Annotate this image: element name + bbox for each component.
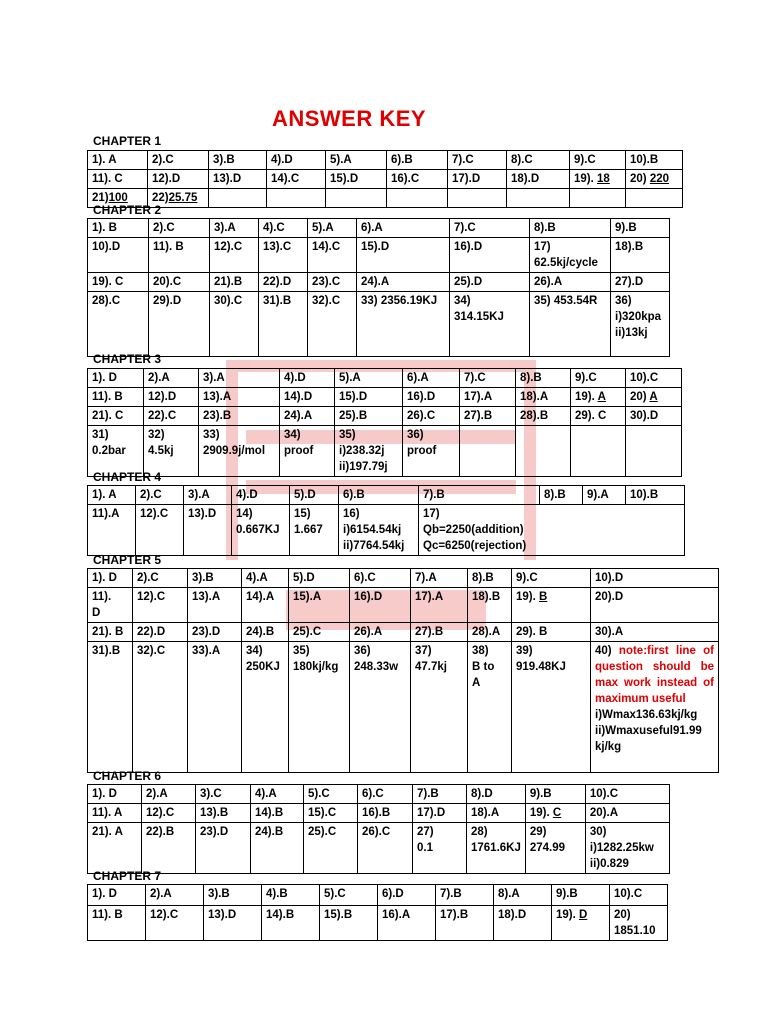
- answer-cell: 36) 248.33w: [350, 642, 411, 773]
- answer-cell: 10).B: [626, 486, 685, 505]
- answer-cell: 10).D: [591, 569, 719, 588]
- answer-cell: 11). A: [88, 804, 142, 823]
- answer-table: [87, 884, 668, 941]
- answer-cell: 24).A: [357, 273, 450, 292]
- answer-table: [87, 150, 683, 208]
- answer-cell: 9).C: [512, 569, 591, 588]
- answer-cell: 7).B: [413, 785, 467, 804]
- answer-cell: 26).C: [358, 823, 413, 874]
- chapter-label: CHAPTER 4: [93, 470, 162, 484]
- answer-cell: 7).C: [450, 219, 530, 238]
- table-row: [88, 273, 670, 292]
- answer-cell: 14).D: [280, 388, 335, 407]
- answer-cell: 13).A: [188, 588, 242, 623]
- answer-table: [87, 368, 682, 477]
- answer-cell: 27).D: [611, 273, 670, 292]
- answer-cell: 13).D: [184, 505, 232, 556]
- answer-cell: 6).A: [403, 369, 460, 388]
- answer-cell: 12).C: [133, 588, 188, 623]
- table-row: [88, 588, 719, 623]
- answer-cell: [626, 426, 682, 477]
- answer-cell: 17) 62.5kj/cycle: [530, 238, 611, 273]
- table-row: [88, 170, 683, 189]
- answer-cell: 29).D: [149, 292, 210, 357]
- answer-cell: 14).A: [242, 588, 289, 623]
- answer-cell: 34) 250KJ: [242, 642, 289, 773]
- answer-cell: 26).A: [530, 273, 611, 292]
- table-row: [88, 388, 682, 407]
- answer-cell: 4).D: [267, 151, 326, 170]
- answer-cell: 4).C: [259, 219, 308, 238]
- answer-cell: 39) 919.48KJ: [512, 642, 591, 773]
- answer-cell: 18).B: [611, 238, 670, 273]
- answer-cell: 4).D: [280, 369, 335, 388]
- answer-cell: 6).C: [358, 785, 413, 804]
- answer-cell: 18).D: [494, 906, 552, 941]
- answer-cell: 1). B: [88, 219, 149, 238]
- answer-cell: 7).C: [448, 151, 507, 170]
- page-title: ANSWER KEY: [271, 106, 427, 131]
- answer-cell: 3).A: [184, 486, 232, 505]
- table-row: [88, 407, 682, 426]
- answer-cell: 6).B: [339, 486, 419, 505]
- answer-cell: 31).B: [88, 642, 133, 773]
- answer-cell: 16).B: [358, 804, 413, 823]
- answer-table: [87, 568, 719, 773]
- answer-cell: 17).D: [448, 170, 507, 189]
- chapter-label: CHAPTER 6: [93, 769, 162, 783]
- answer-cell: 7).A: [411, 569, 468, 588]
- answer-cell: [571, 426, 626, 477]
- answer-cell: 16).D: [403, 388, 460, 407]
- answer-table: [87, 485, 685, 556]
- answer-cell: 10).C: [626, 369, 682, 388]
- table-row: [88, 238, 670, 273]
- answer-cell: 18).D: [507, 170, 570, 189]
- answer-cell: [570, 189, 626, 208]
- answer-cell: 11). B: [88, 906, 146, 941]
- answer-cell: 31) 0.2bar: [88, 426, 144, 477]
- table-row: [88, 219, 670, 238]
- answer-cell: 29). C: [571, 407, 626, 426]
- answer-cell: 18).A: [516, 388, 571, 407]
- answer-cell: 17).B: [436, 906, 494, 941]
- answer-cell: 16) i)6154.54kj ii)7764.54kj: [339, 505, 419, 556]
- q40-note: note:first line of question should be max work instead of maximum useful: [595, 645, 714, 705]
- answer-cell: [448, 189, 507, 208]
- answer-cell: 30).C: [210, 292, 259, 357]
- answer-cell: 38) B to A: [468, 642, 512, 773]
- q40-answer: i)Wmax136.63kj/kg ii)Wmaxuseful91.99 kj/kg: [595, 709, 702, 753]
- answer-cell: 6).A: [357, 219, 450, 238]
- answer-cell: 24).A: [280, 407, 335, 426]
- answer-cell: 26).C: [403, 407, 460, 426]
- answer-cell: 5).D: [289, 569, 350, 588]
- answer-cell: 30).A: [591, 623, 719, 642]
- answer-cell: 12).C: [146, 906, 204, 941]
- table-row: [88, 569, 719, 588]
- answer-cell: 27).B: [460, 407, 516, 426]
- answer-cell: 25).C: [304, 823, 358, 874]
- answer-cell: 17).A: [411, 588, 468, 623]
- answer-cell: 5).A: [326, 151, 387, 170]
- answer-cell: 8).C: [507, 151, 570, 170]
- table-row: [88, 292, 670, 357]
- answer-cell: 2).A: [146, 885, 204, 906]
- answer-cell: 21).B: [210, 273, 259, 292]
- answer-cell: 10).B: [626, 151, 683, 170]
- answer-cell: 8).B: [516, 369, 571, 388]
- chapter-label: CHAPTER 7: [93, 869, 162, 883]
- answer-cell: 11). D: [88, 588, 133, 623]
- answer-cell: 20).C: [149, 273, 210, 292]
- answer-cell: 34) 314.15KJ: [450, 292, 530, 357]
- answer-cell: 17) Qb=2250(addition) Qc=6250(rejection): [419, 505, 685, 556]
- table-row: [88, 486, 685, 505]
- answer-cell: 24).B: [242, 623, 289, 642]
- answer-cell: 3).A: [210, 219, 259, 238]
- answer-cell: 30) i)1282.25kw ii)0.829: [585, 823, 669, 874]
- answer-cell: 12).C: [142, 804, 196, 823]
- answer-cell: 18).A: [467, 804, 526, 823]
- answer-cell: 9).C: [571, 369, 626, 388]
- answer-cell: 35) 180kj/kg: [289, 642, 350, 773]
- answer-cell: 14).C: [267, 170, 326, 189]
- answer-cell: 4).B: [262, 885, 320, 906]
- answer-cell: 21). C: [88, 407, 144, 426]
- answer-cell: 22).D: [133, 623, 188, 642]
- answer-cell: 7).C: [460, 369, 516, 388]
- answer-cell: 4).A: [242, 569, 289, 588]
- chapter-label: CHAPTER 3: [93, 352, 162, 366]
- answer-cell: 5).D: [290, 486, 339, 505]
- answer-cell: 19). B: [512, 588, 591, 623]
- answer-cell: 28) 1761.6KJ: [467, 823, 526, 874]
- answer-cell: 15).D: [357, 238, 450, 273]
- answer-cell: 10).C: [610, 885, 668, 906]
- answer-cell: 16).A: [378, 906, 436, 941]
- answer-cell: 1). A: [88, 486, 136, 505]
- answer-cell: 1). A: [88, 151, 148, 170]
- answer-cell: 28).A: [468, 623, 512, 642]
- q40-number: 40): [595, 645, 619, 657]
- table-row: [88, 885, 668, 906]
- answer-cell: 16).D: [450, 238, 530, 273]
- answer-cell: 8).B: [468, 569, 512, 588]
- answer-cell: [387, 189, 448, 208]
- answer-cell: 33).A: [188, 642, 242, 773]
- answer-cell: 14) 0.667KJ: [232, 505, 290, 556]
- answer-cell: 11).A: [88, 505, 136, 556]
- answer-cell: 26).A: [350, 623, 411, 642]
- answer-cell: 29) 274.99: [525, 823, 585, 874]
- answer-cell: 28).B: [516, 407, 571, 426]
- answer-cell: 21). A: [88, 823, 142, 874]
- answer-cell: 5).C: [304, 785, 358, 804]
- answer-cell: 7).B: [436, 885, 494, 906]
- answer-cell: [460, 426, 516, 477]
- answer-cell: 25).D: [450, 273, 530, 292]
- answer-cell: 37) 47.7kj: [411, 642, 468, 773]
- answer-cell: 5).A: [335, 369, 403, 388]
- answer-cell: 20).D: [591, 588, 719, 623]
- answer-cell: 17).D: [413, 804, 467, 823]
- answer-cell: 19). 18: [570, 170, 626, 189]
- answer-cell: [507, 189, 570, 208]
- answer-cell: 13).D: [204, 906, 262, 941]
- answer-cell: 1). D: [88, 569, 133, 588]
- answer-cell: 25).B: [335, 407, 403, 426]
- answer-cell: 11). B: [149, 238, 210, 273]
- answer-cell: 2).A: [144, 369, 199, 388]
- answer-cell: 27) 0.1: [413, 823, 467, 874]
- answer-cell: 21). B: [88, 623, 133, 642]
- answer-cell: 33) 2909.9j/mol: [199, 426, 280, 477]
- table-row: [88, 785, 670, 804]
- answer-cell: 12).D: [144, 388, 199, 407]
- answer-cell: 8).A: [494, 885, 552, 906]
- answer-cell: 13).A: [199, 388, 280, 407]
- answer-cell: 22).B: [142, 823, 196, 874]
- answer-cell: 6).B: [387, 151, 448, 170]
- answer-cell: 29). B: [512, 623, 591, 642]
- answer-cell: 9).C: [570, 151, 626, 170]
- answer-cell: 16).C: [387, 170, 448, 189]
- answer-cell: 31).B: [259, 292, 308, 357]
- answer-cell: 15).C: [304, 804, 358, 823]
- answer-table: [87, 218, 670, 357]
- answer-cell: 15) 1.667: [290, 505, 339, 556]
- answer-cell: 27).B: [411, 623, 468, 642]
- answer-cell: 5).A: [308, 219, 357, 238]
- answer-cell: 4).D: [232, 486, 290, 505]
- answer-cell: 6).D: [378, 885, 436, 906]
- answer-cell: 1). D: [88, 885, 146, 906]
- answer-cell: 9).B: [525, 785, 585, 804]
- answer-cell: 5).C: [320, 885, 378, 906]
- answer-cell: 11). B: [88, 388, 144, 407]
- answer-cell: 20) 1851.10: [610, 906, 668, 941]
- answer-cell: 9).B: [552, 885, 610, 906]
- answer-cell: 14).C: [308, 238, 357, 273]
- answer-cell: 32).C: [133, 642, 188, 773]
- answer-cell: 20) A: [626, 388, 682, 407]
- answer-cell: 1). D: [88, 785, 142, 804]
- answer-cell: 19). C: [88, 273, 149, 292]
- answer-cell: 33) 2356.19KJ: [357, 292, 450, 357]
- answer-cell: 15).B: [320, 906, 378, 941]
- answer-cell: 2).C: [133, 569, 188, 588]
- table-row: [88, 642, 719, 773]
- answer-cell: 2).A: [142, 785, 196, 804]
- answer-cell: 2).C: [148, 151, 209, 170]
- answer-cell: 32) 4.5kj: [144, 426, 199, 477]
- answer-cell: 12).C: [210, 238, 259, 273]
- answer-cell: 22).D: [259, 273, 308, 292]
- table-row: [88, 823, 670, 874]
- table-row: [88, 623, 719, 642]
- table-row: [88, 369, 682, 388]
- answer-cell: 4).A: [251, 785, 304, 804]
- answer-cell: 12).C: [136, 505, 184, 556]
- answer-cell: 23).D: [196, 823, 251, 874]
- chapter-label: CHAPTER 1: [93, 134, 162, 148]
- answer-cell: 3).B: [204, 885, 262, 906]
- table-row: [88, 505, 685, 556]
- answer-cell: 20).A: [585, 804, 669, 823]
- table-row: [88, 151, 683, 170]
- answer-cell: 21)100: [88, 189, 148, 208]
- answer-cell: 15).D: [335, 388, 403, 407]
- answer-cell: 19). D: [552, 906, 610, 941]
- answer-cell: 30).D: [626, 407, 682, 426]
- answer-cell: 23).B: [199, 407, 280, 426]
- answer-cell: 32).C: [308, 292, 357, 357]
- answer-cell: 3).B: [209, 151, 267, 170]
- answer-cell: [591, 642, 719, 773]
- answer-cell: 14).B: [262, 906, 320, 941]
- answer-cell: 9).A: [583, 486, 626, 505]
- chapter-label: CHAPTER 2: [93, 203, 162, 217]
- answer-cell: 15).A: [289, 588, 350, 623]
- answer-cell: 14).B: [251, 804, 304, 823]
- answer-cell: 19). A: [571, 388, 626, 407]
- answer-cell: 11). C: [88, 170, 148, 189]
- answer-cell: 16).D: [350, 588, 411, 623]
- chapter-label: CHAPTER 5: [93, 553, 162, 567]
- answer-cell: 6).C: [350, 569, 411, 588]
- answer-cell: 13).D: [209, 170, 267, 189]
- answer-cell: 7).B: [419, 486, 540, 505]
- answer-cell: 8).D: [467, 785, 526, 804]
- answer-cell: [267, 189, 326, 208]
- answer-cell: 36) i)320kpa ii)13kj: [611, 292, 670, 357]
- answer-cell: 9).B: [611, 219, 670, 238]
- answer-cell: 8).B: [540, 486, 583, 505]
- answer-cell: [326, 189, 387, 208]
- answer-cell: 17).A: [460, 388, 516, 407]
- answer-cell: 10).D: [88, 238, 149, 273]
- answer-cell: 23).C: [308, 273, 357, 292]
- answer-cell: 22)25.75: [148, 189, 209, 208]
- answer-cell: [209, 189, 267, 208]
- table-row: [88, 189, 683, 208]
- answer-cell: 13).B: [196, 804, 251, 823]
- answer-cell: 1). D: [88, 369, 144, 388]
- answer-cell: 2).C: [149, 219, 210, 238]
- answer-cell: 36) proof: [403, 426, 460, 477]
- answer-cell: 20) 220: [626, 170, 683, 189]
- answer-cell: 19). C: [525, 804, 585, 823]
- answer-cell: 13).C: [259, 238, 308, 273]
- answer-cell: 24).B: [251, 823, 304, 874]
- answer-cell: 8).B: [530, 219, 611, 238]
- answer-cell: [626, 189, 683, 208]
- answer-cell: 35) i)238.32j ii)197.79j: [335, 426, 403, 477]
- answer-cell: 18).B: [468, 588, 512, 623]
- answer-cell: 34) proof: [280, 426, 335, 477]
- answer-cell: 12).D: [148, 170, 209, 189]
- answer-cell: 23).D: [188, 623, 242, 642]
- answer-cell: 35) 453.54R: [530, 292, 611, 357]
- table-row: [88, 804, 670, 823]
- answer-cell: 28).C: [88, 292, 149, 357]
- answer-cell: 22).C: [144, 407, 199, 426]
- answer-cell: 2).C: [136, 486, 184, 505]
- answer-cell: 15).D: [326, 170, 387, 189]
- answer-cell: 10).C: [585, 785, 669, 804]
- answer-cell: [516, 426, 571, 477]
- table-row: [88, 426, 682, 477]
- answer-cell: 3).C: [196, 785, 251, 804]
- answer-cell: 3).A: [199, 369, 280, 388]
- answer-table: [87, 784, 670, 874]
- answer-cell: 3).B: [188, 569, 242, 588]
- table-row: [88, 906, 668, 941]
- answer-cell: 25).C: [289, 623, 350, 642]
